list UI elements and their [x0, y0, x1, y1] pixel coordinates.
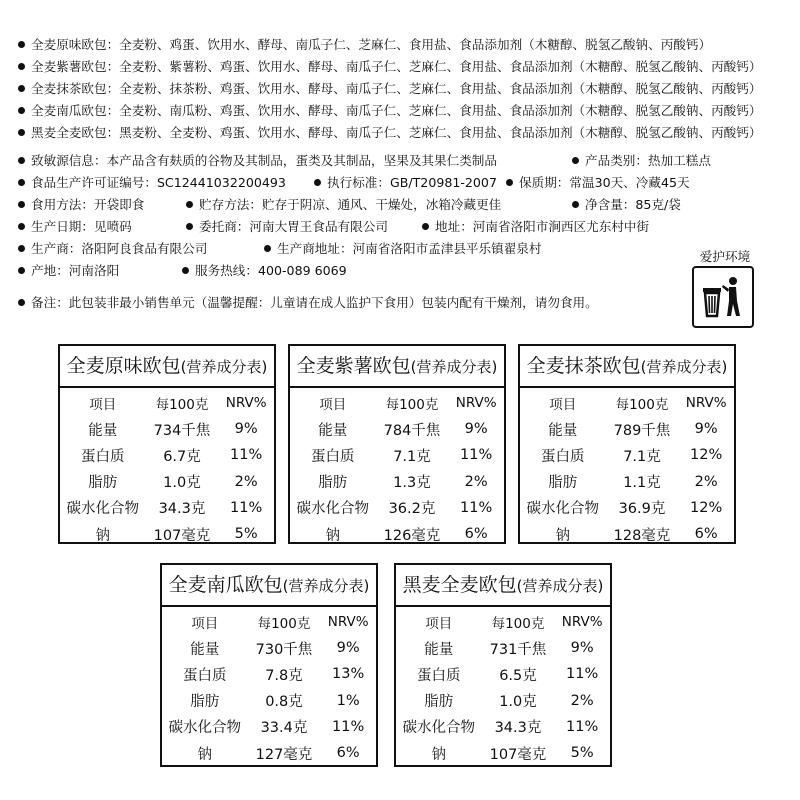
table-row [396, 635, 610, 661]
info-line [18, 194, 788, 216]
cell-per: 7.1克 [393, 448, 431, 465]
cell-per: 34.3克 [158, 501, 206, 518]
cell-nrv: 5% [234, 526, 258, 543]
cell-per: 33.4克 [260, 720, 308, 737]
nutrition-panel-matcha [518, 344, 736, 544]
cell-nrv: 11% [460, 499, 493, 516]
ingredient-list: 全麦粉、南瓜粉、鸡蛋、饮用水、酵母、南瓜子仁、芝麻仁、食用盐、食品添加剂（木糖醇、脱氢乙酸钠、丙酸钙） [119, 103, 762, 118]
cell-nrv: 2% [464, 473, 488, 490]
bullet-icon [18, 129, 25, 136]
license-number: 食品生产许可证编号：SC12441032200493 [31, 175, 286, 190]
cell-nrv: 11% [566, 666, 599, 683]
cell-item: 钠 [555, 527, 571, 544]
cell-nrv: 2% [694, 473, 718, 490]
note-line [18, 292, 598, 314]
cell-item: 钠 [325, 527, 341, 544]
cell-item: 能量 [190, 641, 220, 658]
cell-nrv: 12% [690, 447, 723, 464]
standard: 执行标准：GB/T20981-2007 [327, 175, 497, 190]
table-header-row [162, 609, 376, 635]
table-row [396, 714, 610, 740]
cell-item: 蛋白质 [183, 667, 227, 684]
cell-item: 脂肪 [318, 475, 348, 492]
ingredient-line: 全麦紫薯欧包：全麦粉、紫薯粉、鸡蛋、饮用水、酵母、南瓜子仁、芝麻仁、食用盐、食品添加剂（木糖醇、脱氢乙酸钠、丙酸钙） [18, 56, 788, 78]
table-row [520, 416, 734, 442]
cell-per: 127毫克 [255, 746, 313, 763]
ingredient-product-name: 全麦紫薯欧包 [31, 59, 107, 74]
panel-title-sub: (营养成分表) [180, 358, 268, 376]
ingredient-line: 全麦抹茶欧包：全麦粉、抹茶粉、鸡蛋、饮用水、酵母、南瓜子仁、芝麻仁、食用盐、食品添加剂（木糖醇、脱氢乙酸钠、丙酸钙） [18, 78, 788, 100]
header-nrv: NRV% [455, 395, 497, 412]
bullet-icon [18, 85, 25, 92]
bullet-icon [18, 201, 25, 208]
bullet-icon [18, 41, 25, 48]
bullet-icon [18, 107, 25, 114]
header-item: 项目 [191, 616, 219, 633]
cell-nrv: 11% [332, 718, 365, 735]
header-per: 每100克 [155, 397, 209, 414]
cell-item: 能量 [548, 422, 578, 439]
cell-item: 脂肪 [88, 475, 118, 492]
cell-nrv: 11% [566, 718, 599, 735]
table-row [162, 740, 376, 766]
cell-nrv: 9% [336, 640, 360, 657]
ingredient-line: 全麦南瓜欧包：全麦粉、南瓜粉、鸡蛋、饮用水、酵母、南瓜子仁、芝麻仁、食用盐、食品添加剂（木糖醇、脱氢乙酸钠、丙酸钙） [18, 100, 788, 122]
table-row [520, 442, 734, 468]
cell-nrv: 9% [570, 640, 594, 657]
cell-item: 脂肪 [424, 694, 454, 711]
panel-title-sub: (营养成分表) [640, 358, 728, 376]
panel-title [60, 346, 274, 388]
cell-per: 7.8克 [265, 667, 303, 684]
info-line [18, 238, 788, 260]
cell-per: 107毫克 [489, 746, 547, 763]
nutrition-table [520, 390, 734, 547]
table-header-row [520, 390, 734, 416]
table-row [162, 714, 376, 740]
header-nrv: NRV% [225, 395, 267, 412]
cell-nrv: 9% [464, 421, 488, 438]
ingredient-product-name: 全麦抹茶欧包 [31, 81, 107, 96]
cell-per: 128毫克 [613, 527, 671, 544]
table-row [396, 740, 610, 766]
cell-per: 1.1克 [623, 475, 661, 492]
cell-item: 钠 [197, 746, 213, 763]
panel-title-sub: (营养成分表) [410, 358, 498, 376]
producer: 生产商：洛阳阿良食品有限公司 [31, 241, 208, 256]
info-line [18, 172, 788, 194]
table-row [60, 521, 274, 547]
panel-title [162, 565, 376, 607]
production-date: 生产日期：见喷码 [31, 219, 132, 234]
panel-title [290, 346, 504, 388]
cell-per: 734千焦 [153, 422, 211, 439]
cell-per: 36.9克 [618, 501, 666, 518]
cell-item: 钠 [431, 746, 447, 763]
cell-per: 6.7克 [163, 448, 201, 465]
cell-per: 731千焦 [489, 641, 547, 658]
bullet-icon [186, 223, 193, 230]
bullet-icon [264, 245, 271, 252]
header-per: 每100克 [615, 397, 669, 414]
table-row [396, 688, 610, 714]
info-line [18, 216, 788, 238]
bullet-icon [506, 179, 513, 186]
cell-item: 蛋白质 [311, 448, 355, 465]
nutrition-table [396, 609, 610, 766]
cell-item: 碳水化合物 [168, 720, 242, 737]
table-header-row [396, 609, 610, 635]
cell-item: 蛋白质 [417, 667, 461, 684]
cell-item: 蛋白质 [541, 448, 585, 465]
bullet-icon [18, 245, 25, 252]
nutrition-panel-original [58, 344, 276, 544]
bullet-icon [314, 179, 321, 186]
cell-nrv: 9% [234, 421, 258, 438]
cell-nrv: 13% [332, 666, 365, 683]
ingredients-section [18, 34, 788, 144]
info-line [18, 150, 788, 172]
cell-per: 789千焦 [613, 422, 671, 439]
cell-nrv: 11% [230, 499, 263, 516]
cell-per: 34.3克 [494, 720, 542, 737]
cell-per: 36.2克 [388, 501, 436, 518]
address: 地址：河南省洛阳市涧西区尤东村中街 [435, 219, 650, 234]
nutrition-table [290, 390, 504, 547]
header-per: 每100克 [385, 397, 439, 414]
table-row [520, 469, 734, 495]
cell-item: 蛋白质 [81, 448, 125, 465]
panel-title-sub: (营养成分表) [516, 577, 604, 595]
bullet-icon [182, 267, 189, 274]
header-nrv: NRV% [561, 614, 603, 631]
table-row [290, 416, 504, 442]
cell-item: 脂肪 [190, 694, 220, 711]
cell-per: 730千焦 [255, 641, 313, 658]
cell-item: 碳水化合物 [526, 501, 600, 518]
bullet-icon [572, 157, 579, 164]
header-item: 项目 [549, 397, 577, 414]
cell-per: 126毫克 [383, 527, 441, 544]
net-content: 净含量：85克/袋 [585, 197, 681, 212]
ingredient-product-name: 全麦原味欧包 [31, 37, 107, 52]
cell-nrv: 12% [690, 499, 723, 516]
ingredient-list: 黑麦粉、全麦粉、鸡蛋、饮用水、酵母、南瓜子仁、芝麻仁、食用盐、食品添加剂（木糖醇、脱氢乙酸钠、丙酸钙） [119, 125, 762, 140]
table-header-row [290, 390, 504, 416]
table-row [60, 469, 274, 495]
table-row [162, 688, 376, 714]
service-hotline: 服务热线：400-089 6069 [195, 263, 347, 278]
cell-per: 0.8克 [265, 694, 303, 711]
cell-per: 1.3克 [393, 475, 431, 492]
bullet-icon [186, 201, 193, 208]
panel-title-name: 全麦紫薯欧包 [296, 355, 411, 377]
cell-per: 6.5克 [499, 667, 537, 684]
product-category: 产品类别：热加工糕点 [585, 153, 711, 168]
cell-nrv: 1% [336, 692, 360, 709]
nutrition-panel-purple-yam [288, 344, 506, 544]
cell-nrv: 11% [460, 447, 493, 464]
bullet-icon [572, 201, 579, 208]
shelf-life: 保质期：常温30天、冷藏45天 [519, 175, 690, 190]
cell-item: 能量 [318, 422, 348, 439]
table-row [162, 635, 376, 661]
cell-item: 碳水化合物 [66, 501, 140, 518]
cell-nrv: 2% [234, 473, 258, 490]
ingredient-product-name: 全麦南瓜欧包 [31, 103, 107, 118]
table-row [520, 521, 734, 547]
entrusting-party: 委托商：河南大胃王食品有限公司 [199, 219, 388, 234]
cell-per: 1.0克 [499, 694, 537, 711]
nutrition-panel-rye [394, 563, 612, 767]
table-row [60, 442, 274, 468]
ingredient-list: 全麦粉、紫薯粉、鸡蛋、饮用水、酵母、南瓜子仁、芝麻仁、食用盐、食品添加剂（木糖醇、脱氢乙酸钠、丙酸钙） [119, 59, 762, 74]
table-row [396, 661, 610, 687]
cell-item: 能量 [424, 641, 454, 658]
trash-bin-icon [692, 266, 754, 328]
table-row [60, 416, 274, 442]
table-row [290, 495, 504, 521]
header-nrv: NRV% [685, 395, 727, 412]
bullet-icon [18, 299, 25, 306]
product-info-section [18, 150, 788, 282]
ingredient-product-name: 黑麦全麦欧包 [31, 125, 107, 140]
table-row [60, 495, 274, 521]
nutrition-table [60, 390, 274, 547]
panel-title-name: 全麦抹茶欧包 [526, 355, 641, 377]
panel-title-name: 全麦南瓜欧包 [168, 574, 283, 596]
panel-title-sub: (营养成分表) [282, 577, 370, 595]
panel-title-name: 黑麦全麦欧包 [402, 574, 517, 596]
panel-title [520, 346, 734, 388]
cell-nrv: 9% [694, 421, 718, 438]
table-row [290, 469, 504, 495]
cell-nrv: 6% [336, 745, 360, 762]
cell-per: 107毫克 [153, 527, 211, 544]
header-per: 每100克 [491, 616, 545, 633]
header-item: 项目 [89, 397, 117, 414]
ingredient-line: 黑麦全麦欧包：黑麦粉、全麦粉、鸡蛋、饮用水、酵母、南瓜子仁、芝麻仁、食用盐、食品添加剂（木糖醇、脱氢乙酸钠、丙酸钙） [18, 122, 788, 144]
table-row [162, 661, 376, 687]
cell-nrv: 5% [570, 745, 594, 762]
bullet-icon [18, 157, 25, 164]
note-text: 备注：此包装非最小销售单元（温馨提醒：儿童请在成人监护下食用）包装内配有干燥剂，请勿食用。 [31, 295, 598, 310]
allergen-info: 致敏源信息：本产品含有麸质的谷物及其制品，蛋类及其制品，坚果及其果仁类制品 [31, 153, 497, 168]
producer-address: 生产商地址：河南省洛阳市孟津县平乐镇翟泉村 [277, 241, 542, 256]
cell-nrv: 11% [230, 447, 263, 464]
ingredient-list: 全麦粉、抹茶粉、鸡蛋、饮用水、酵母、南瓜子仁、芝麻仁、食用盐、食品添加剂（木糖醇、脱氢乙酸钠、丙酸钙） [119, 81, 762, 96]
cell-per: 1.0克 [163, 475, 201, 492]
nutrition-table [162, 609, 376, 766]
table-row [290, 442, 504, 468]
cell-nrv: 2% [570, 692, 594, 709]
bullet-icon [18, 179, 25, 186]
panel-title [396, 565, 610, 607]
header-item: 项目 [425, 616, 453, 633]
bullet-icon [18, 63, 25, 70]
header-per: 每100克 [257, 616, 311, 633]
storage-method: 贮存方法：贮存于阴凉、通风、干燥处，冰箱冷藏更佳 [199, 197, 502, 212]
ingredient-list: 全麦粉、鸡蛋、饮用水、酵母、南瓜子仁、芝麻仁、食用盐、食品添加剂（木糖醇、脱氢乙酸钠、丙酸钙） [119, 37, 712, 52]
origin: 产地：河南洛阳 [31, 263, 120, 278]
eco-label: 爱护环境 [699, 249, 751, 264]
nutrition-panel-pumpkin [160, 563, 378, 767]
bullet-icon [18, 267, 25, 274]
cell-item: 钠 [95, 527, 111, 544]
cell-per: 784千焦 [383, 422, 441, 439]
table-row [520, 495, 734, 521]
cell-item: 能量 [88, 422, 118, 439]
table-header-row [60, 390, 274, 416]
header-nrv: NRV% [327, 614, 369, 631]
cell-nrv: 6% [694, 526, 718, 543]
ingredient-line: 全麦原味欧包：全麦粉、鸡蛋、饮用水、酵母、南瓜子仁、芝麻仁、食用盐、食品添加剂（木糖醇、脱氢乙酸钠、丙酸钙） [18, 34, 788, 56]
cell-per: 7.1克 [623, 448, 661, 465]
cell-item: 脂肪 [548, 475, 578, 492]
bullet-icon [422, 223, 429, 230]
info-line [18, 260, 788, 282]
cell-nrv: 6% [464, 526, 488, 543]
usage-method: 食用方法：开袋即食 [31, 197, 145, 212]
table-row [290, 521, 504, 547]
bullet-icon [18, 223, 25, 230]
header-item: 项目 [319, 397, 347, 414]
panel-title-name: 全麦原味欧包 [66, 355, 181, 377]
cell-item: 碳水化合物 [296, 501, 370, 518]
cell-item: 碳水化合物 [402, 720, 476, 737]
